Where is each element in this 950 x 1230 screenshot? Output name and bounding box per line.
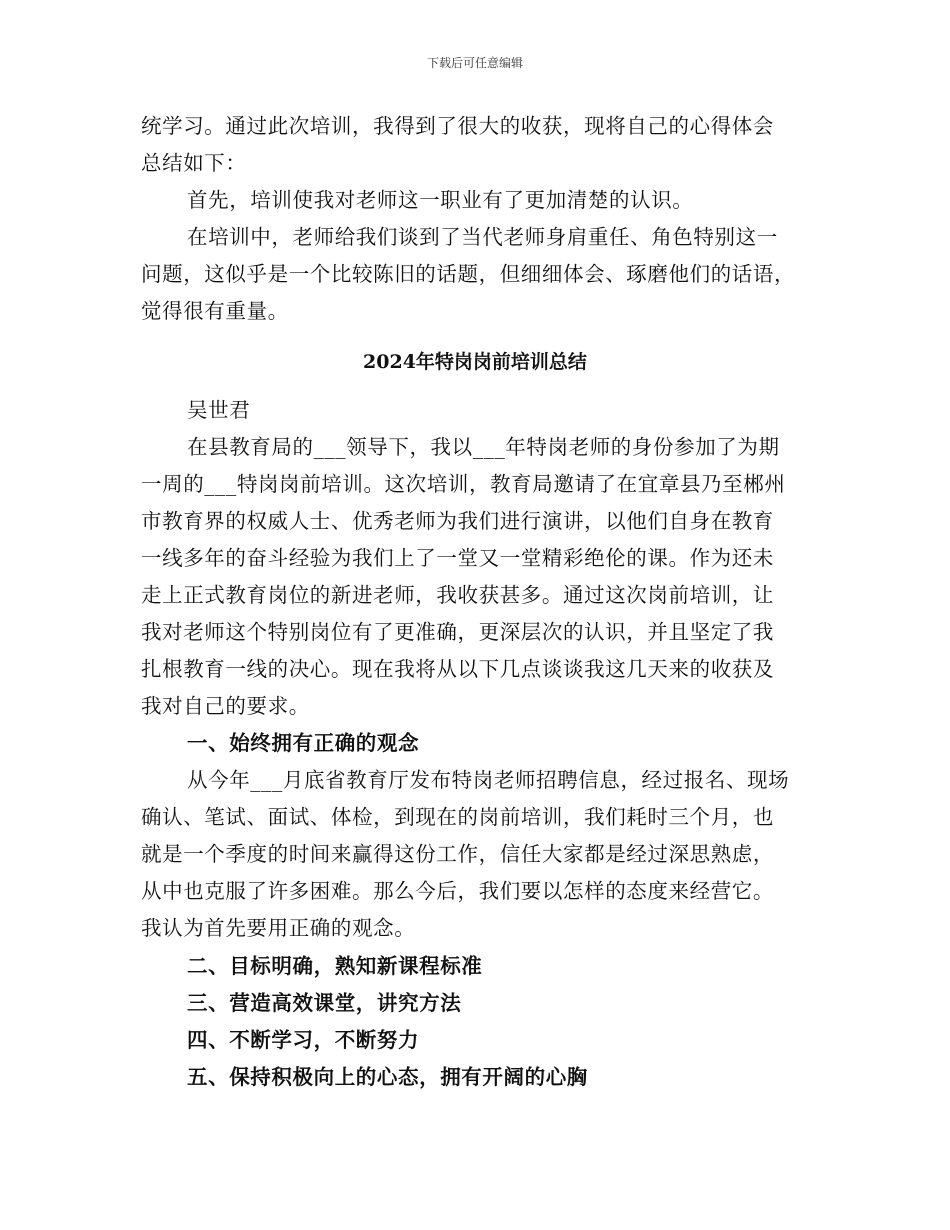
paragraph-line: 在县教育局的___领导下，我以___年特岗老师的身份参加了为期 [187, 435, 780, 459]
paragraph-line: 市教育界的权威人士、优秀老师为我们进行演讲，以他们自身在教育 [141, 509, 774, 533]
intro-line: 觉得很有重量。 [141, 299, 289, 323]
section-heading: 三、营造高效课堂，讲究方法 [187, 991, 462, 1015]
paragraph-line: 我对老师这个特别岗位有了更准确，更深层次的认识，并且坚定了我 [141, 620, 774, 644]
paragraph-line: 从中也克服了许多困难。那么今后，我们要以怎样的态度来经营它。 [141, 879, 774, 903]
article-title: 2024年特岗岗前培训总结 [363, 351, 587, 373]
page-header: 下载后可任意编辑 [426, 56, 523, 70]
section-heading: 五、保持积极向上的心态，拥有开阔的心胸 [187, 1065, 588, 1089]
paragraph-line: 从今年___月底省教育厅发布特岗老师招聘信息，经过报名、现场 [187, 768, 790, 792]
paragraph-line: 我认为首先要用正确的观念。 [141, 916, 416, 940]
paragraph-line: 一周的___特岗岗前培训。这次培训，教育局邀请了在宜章县乃至郴州 [141, 472, 786, 496]
intro-line: 问题，这似乎是一个比较陈旧的话题，但细细体会、琢磨他们的话语， [141, 262, 796, 286]
paragraph-line: 我对自己的要求。 [141, 694, 310, 718]
paragraph-line: 走上正式教育岗位的新进老师，我收获甚多。通过这次岗前培训，让 [141, 583, 774, 607]
intro-line: 首先，培训使我对老师这一职业有了更加清楚的认识。 [187, 188, 694, 212]
section-heading: 二、目标明确，熟知新课程标准 [187, 954, 483, 978]
paragraph-line: 一线多年的奋斗经验为我们上了一堂又一堂精彩绝伦的课。作为还未 [141, 546, 774, 570]
intro-line: 总结如下： [141, 151, 247, 175]
intro-line: 统学习。通过此次培训，我得到了很大的收获，现将自己的心得体会 [141, 114, 774, 138]
section-heading: 四、不断学习，不断努力 [187, 1028, 420, 1052]
intro-line: 在培训中，老师给我们谈到了当代老师身肩重任、角色特别这一 [187, 225, 778, 249]
paragraph-line: 确认、笔试、面试、体检，到现在的岗前培训，我们耗时三个月，也 [141, 805, 774, 829]
paragraph-line: 就是一个季度的时间来赢得这份工作，信任大家都是经过深思熟虑， [141, 842, 774, 866]
section-heading: 一、始终拥有正确的观念 [187, 731, 420, 755]
author-name: 吴世君 [187, 398, 251, 422]
paragraph-line: 扎根教育一线的决心。现在我将从以下几点谈谈我这几天来的收获及 [141, 657, 774, 681]
